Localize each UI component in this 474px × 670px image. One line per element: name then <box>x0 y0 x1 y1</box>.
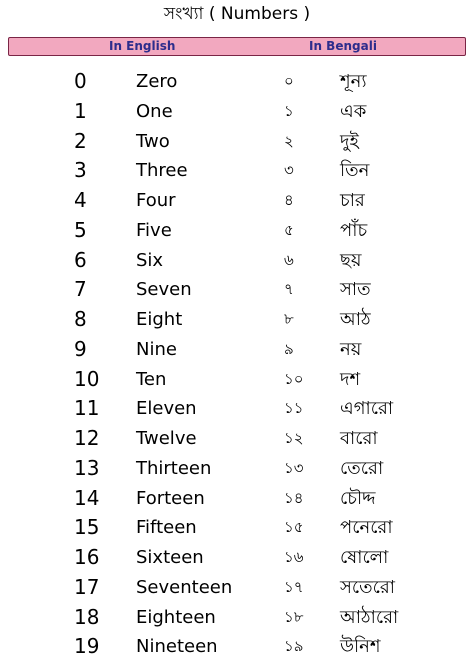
table-row <box>0 573 474 602</box>
english-word-cell: Zero <box>136 71 178 92</box>
table-row <box>0 275 474 304</box>
english-word-cell: Forteen <box>136 487 205 509</box>
bengali-number-cell: ৮ <box>284 310 294 328</box>
number-cell: 12 <box>74 426 100 450</box>
number-cell: 6 <box>74 247 87 272</box>
number-cell: 3 <box>74 158 87 183</box>
bengali-word-cell: ছয় <box>340 249 362 271</box>
number-cell: 13 <box>74 455 100 480</box>
bengali-word-cell: নয় <box>340 338 362 360</box>
bengali-word-cell: তিন <box>340 160 370 182</box>
bengali-number-cell: ০ <box>284 72 294 90</box>
number-cell: 5 <box>74 217 87 242</box>
table-row <box>0 632 474 661</box>
english-word-cell: Eighteen <box>136 606 216 628</box>
bengali-number-cell: ৭ <box>284 280 294 299</box>
bengali-number-cell: ১০ <box>284 369 304 388</box>
table-row <box>0 513 474 542</box>
english-word-cell: Four <box>136 190 176 211</box>
bengali-word-cell: চার <box>340 190 365 211</box>
number-cell: 4 <box>74 188 87 212</box>
bengali-word-cell: দশ <box>340 368 361 390</box>
number-cell: 10 <box>74 366 100 391</box>
number-cell: 15 <box>74 515 100 540</box>
english-word-cell: Sixteen <box>136 547 204 568</box>
bengali-word-cell: দুই <box>340 130 359 152</box>
bengali-number-cell: ৪ <box>284 191 294 209</box>
table-row <box>0 424 474 453</box>
bengali-number-cell: ১৩ <box>284 458 304 477</box>
number-cell: 14 <box>74 485 100 510</box>
bengali-word-cell: শূন্য <box>340 71 367 92</box>
bengali-number-cell: ৬ <box>284 250 294 269</box>
bengali-number-cell: ১৬ <box>284 548 304 566</box>
english-word-cell: Ten <box>136 368 167 390</box>
bengali-number-cell: ২ <box>284 131 294 150</box>
english-word-cell: Nineteen <box>136 636 218 658</box>
header-bengali: In Bengali <box>309 39 377 53</box>
bengali-word-cell: আঠারো <box>340 606 399 628</box>
english-word-cell: Eight <box>136 309 183 330</box>
number-cell: 19 <box>74 634 100 659</box>
bengali-number-cell: ১১ <box>284 399 304 418</box>
number-cell: 16 <box>74 545 100 569</box>
bengali-number-cell: ১৮ <box>284 607 304 626</box>
table-row <box>0 603 474 632</box>
page-title: সংখ্যা ( Numbers ) <box>163 4 311 24</box>
table-row <box>0 454 474 483</box>
bengali-number-cell: ১ <box>284 101 294 120</box>
english-word-cell: Two <box>136 130 170 152</box>
bengali-word-cell: উনিশ <box>340 636 381 658</box>
bengali-word-cell: চৌদ্দ <box>340 487 376 509</box>
table-row <box>0 246 474 275</box>
table-row <box>0 67 474 96</box>
number-cell: 17 <box>74 574 100 599</box>
bengali-word-cell: সতেরো <box>340 576 395 598</box>
english-word-cell: Three <box>136 160 188 182</box>
bengali-word-cell: ষোলো <box>340 547 389 568</box>
bengali-number-cell: ৩ <box>284 161 294 180</box>
english-word-cell: Fifteen <box>136 517 197 539</box>
number-cell: 2 <box>74 128 87 153</box>
bengali-word-cell: পাঁচ <box>340 219 368 241</box>
english-word-cell: Twelve <box>136 428 197 449</box>
table-row <box>0 394 474 423</box>
bengali-number-cell: ৫ <box>284 220 294 239</box>
bengali-number-cell: ৯ <box>284 339 294 358</box>
table-row <box>0 365 474 394</box>
english-word-cell: Five <box>136 219 172 241</box>
english-word-cell: Six <box>136 249 164 271</box>
english-word-cell: Thirteen <box>136 457 212 479</box>
table-row <box>0 216 474 245</box>
table-row <box>0 186 474 215</box>
bengali-number-cell: ১৭ <box>284 577 304 596</box>
bengali-word-cell: পনেরো <box>340 517 393 539</box>
bengali-word-cell: এক <box>340 100 367 122</box>
number-cell: 8 <box>74 307 87 331</box>
table-row <box>0 543 474 572</box>
table-row <box>0 156 474 185</box>
bengali-number-cell: ১৫ <box>284 518 304 537</box>
number-cell: 7 <box>74 277 87 302</box>
number-cell: 18 <box>74 604 100 629</box>
english-word-cell: Eleven <box>136 398 197 420</box>
table-row <box>0 335 474 364</box>
bengali-number-cell: ১৪ <box>284 488 304 507</box>
bengali-word-cell: সাত <box>340 279 371 301</box>
bengali-word-cell: বারো <box>340 428 378 449</box>
english-word-cell: Nine <box>136 338 177 360</box>
bengali-number-cell: ১৯ <box>284 637 304 656</box>
table-header <box>8 37 466 56</box>
english-word-cell: One <box>136 100 173 122</box>
bengali-word-cell: আঠ <box>340 309 371 330</box>
table-row <box>0 127 474 156</box>
number-cell: 9 <box>74 336 87 361</box>
bengali-word-cell: এগারো <box>340 398 394 420</box>
table-row <box>0 484 474 513</box>
header-english: In English <box>109 39 176 53</box>
number-cell: 1 <box>74 98 87 123</box>
english-word-cell: Seventeen <box>136 576 233 598</box>
number-cell: 11 <box>74 396 100 421</box>
table-row <box>0 305 474 334</box>
number-cell: 0 <box>74 69 87 93</box>
bengali-word-cell: তেরো <box>340 457 384 479</box>
bengali-number-cell: ১২ <box>284 429 304 447</box>
english-word-cell: Seven <box>136 279 192 301</box>
table-row <box>0 97 474 126</box>
